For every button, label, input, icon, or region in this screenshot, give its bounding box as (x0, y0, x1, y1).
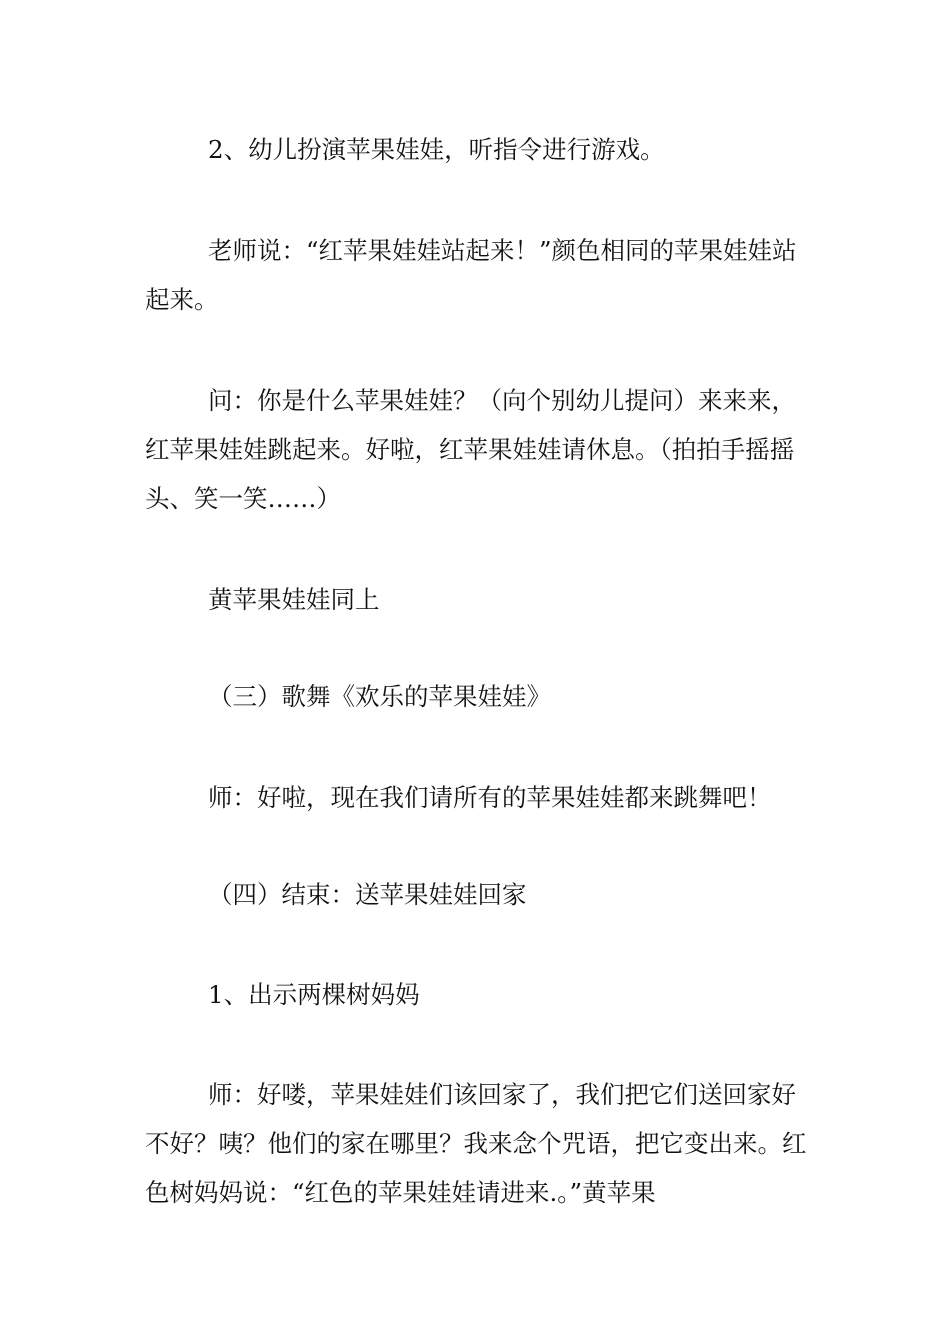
paragraph-show-trees: 1、出示两棵树妈妈 (208, 980, 420, 1009)
paragraph-teacher-dance: 师：好啦，现在我们请所有的苹果娃娃都来跳舞吧！ (208, 783, 772, 812)
paragraph-instruction-game: 2、幼儿扮演苹果娃娃，听指令进行游戏。 (208, 135, 665, 164)
paragraph-yellow-apple: 黄苹果娃娃同上 (208, 585, 380, 614)
section-heading-ending: （四）结束：送苹果娃娃回家 (208, 880, 527, 909)
paragraph-question: 问：你是什么苹果娃娃？（向个别幼儿提问）来来来，红苹果娃娃跳起来。好啦，红苹果娃娃请休息。（拍拍手摇摇头、笑一笑……） (145, 386, 796, 513)
section-heading-song-dance: （三）歌舞《欢乐的苹果娃娃》 (208, 682, 551, 711)
paragraph-teacher-says: 老师说：“红苹果娃娃站起来！”颜色相同的苹果娃娃站起来。 (145, 236, 797, 314)
paragraph-teacher-go-home: 师：好喽，苹果娃娃们该回家了，我们把它们送回家好不好？咦？他们的家在哪里？我来念个咒语，把它变出来。红色树妈妈说：“红色的苹果娃娃请进来.。”黄苹果 (145, 1080, 807, 1207)
